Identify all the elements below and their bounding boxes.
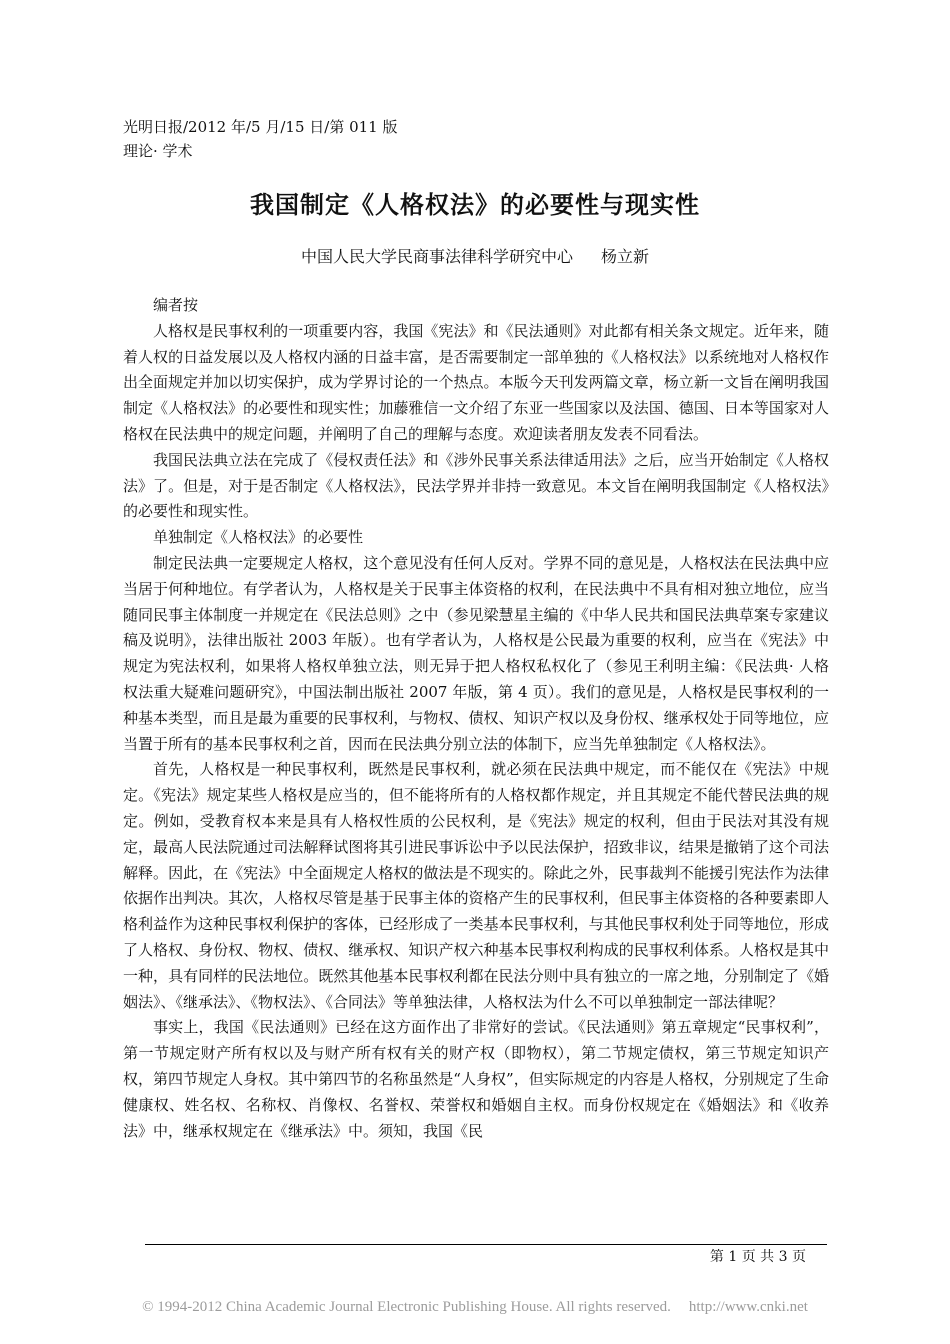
editor-note-paragraph: 人格权是民事权利的一项重要内容，我国《宪法》和《民法通则》对此都有相关条文规定。近年来，随着人权的日益发展以及人格权内涵的日益丰富，是否需要制定一部单独的《人格权法》以系统地对人格权作出全面规定并加以切实保护，成为学界讨论的一个热点。本版今天刊发两篇文章，杨立新一文旨在阐明我国制定《人格权法》的必要性和现实性；加藤雅信一文介绍了东亚一些国家以及法国、德国、日本等国家对人格权在民法典中的规定问题，并阐明了自己的理解与态度。欢迎读者朋友发表不同看法。: [123, 321, 829, 443]
author-name: 杨立新: [601, 247, 650, 266]
column-section: 理论· 学术: [123, 142, 193, 160]
body-paragraph: 首先，人格权是一种民事权利，既然是民事权利，就必须在民法典中规定，而不能仅在《宪法》中规定。《宪法》规定某些人格权是应当的，但不能将所有的人格权都作规定，并且其规定不能代替民法典的规定。例如，受教育权本来是具有人格权性质的公民权利，是《宪法》规定的权利，但由于民法对其没有规定，最高人民法院通过司法解释试图将其引进民事诉讼中予以民法保护，招致非议，结果是撤销了这个司法解释。因此，在《宪法》中全面规定人格权的做法是不现实的。除此之外，民事裁判不能援引宪法作为法律依据作出判决。其次，人格权尽管是基于民事主体的资格产生的民事权利，但民事主体资格的各种要素即人格利益作为这种民事权利保护的客体，已经形成了一类基本民事权利，与其他民事权利处于同等地位，形成了人格权、身份权、物权、债权、继承权、知识产权六种基本民事权利构成的民事权利体系。人格权是其中一种，具有同样的民法地位。既然其他基本民事权利都在民法分则中具有独立的一席之地，分别制定了《婚姻法》、《继承法》、《物权法》、《合同法》等单独法律，人格权法为什么不可以单独制定一部法律呢？: [123, 760, 829, 1011]
publication-source: 光明日报/2012 年/5 月/15 日/第 011 版: [123, 118, 398, 136]
copyright-text: © 1994-2012 China Academic Journal Electronic Publishing House. All rights reserved.: [142, 1299, 671, 1315]
intro-paragraph: 我国民法典立法在完成了《侵权责任法》和《涉外民事关系法律适用法》之后，应当开始制定《人格权法》了。但是，对于是否制定《人格权法》，民法学界并非持一致意见。本文旨在阐明我国制定《人格权法》的必要性和现实性。: [123, 450, 829, 521]
section-heading: 单独制定《人格权法》的必要性: [153, 528, 364, 547]
article-body: [123, 293, 829, 1144]
article-title: 我国制定《人格权法》的必要性与现实性: [250, 190, 700, 219]
page-indicator: 第 1 页 共 3 页: [709, 1249, 806, 1265]
author-affiliation: 中国人民大学民商事法律科学研究中心: [300, 247, 573, 266]
editor-note-heading: 编者按: [153, 296, 199, 314]
copyright-watermark: [0, 1297, 950, 1317]
body-paragraph: 事实上，我国《民法通则》已经在这方面作出了非常好的尝试。《民法通则》第五章规定“民事权利”，第一节规定财产所有权以及与财产所有权有关的财产权（即物权），第二节规定债权，第三节规定知识产权，第四节规定人身权。其中第四节的名称虽然是“人身权”，但实际规定的内容是人格权，分别规定了生命健康权、姓名权、名称权、肖像权、名誉权、荣誉权和婚姻自主权。而身份权规定在《婚姻法》和《收养法》中，继承权规定在《继承法》中。须知，我国《民: [123, 1018, 829, 1140]
cnki-url: http://www.cnki.net: [688, 1299, 808, 1315]
byline: [0, 244, 950, 270]
footer-divider: [145, 1244, 827, 1245]
body-paragraph: 制定民法典一定要规定人格权，这个意见没有任何人反对。学界不同的意见是，人格权法在民法典中应当居于何种地位。有学者认为，人格权是关于民事主体资格的权利，在民法典中不具有相对独立地位，应当随同民事主体制度一并规定在《民法总则》之中（参见梁慧星主编的《中华人民共和国民法典草案专家建议稿及说明》，法律出版社 2003 年版）。也有学者认为，人格权是公民最为重要的权利，应当在《宪法》中规定为宪法权利，如果将人格权单独立法，则无异于把人格权私权化了（参见王利明主编：《民法典· 人格权法重大疑难问题研究》，中国法制出版社 2007 年版，第 4 页）。我们的意见是，人格权是民事权利的一种基本类型，而且是最为重要的民事权利，与物权、债权、知识产权以及身份权、继承权处于同等地位，应当置于所有的基本民事权利之首，因而在民法典分别立法的体制下，应当先单独制定《人格权法》。: [123, 553, 829, 753]
